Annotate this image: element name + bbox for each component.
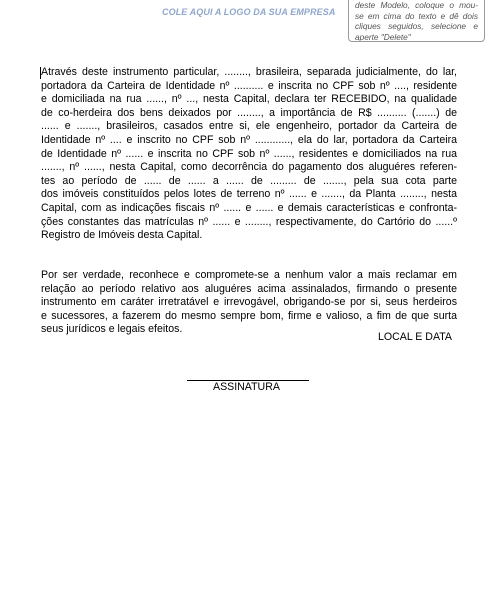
paragraph-line: ções constantes das matrículas nº ...... e ........, respectivamente, do Cartório do ......º xyxy=(41,215,457,228)
paragraph-line: seus jurídicos e legais efeitos. xyxy=(41,323,183,336)
local-and-date: LOCAL E DATA xyxy=(378,331,452,343)
paragraph-line: ...... e ......., brasileiros, casados entre si, ele engenheiro, portador da Carteira de xyxy=(41,120,457,133)
paragraph-line: Capital, com as indicações fiscais nº ...... e ...... e demais características e confronta- xyxy=(41,201,457,214)
note-line: cliques seguidos, selecione e xyxy=(355,21,478,32)
paragraph-line: Registro de Imóveis desta Capital. xyxy=(41,229,203,242)
paragraph-line: portadora da Carteira de Identidade nº .......... e inscrita no CPF sob nº ...., residente xyxy=(41,79,457,92)
paragraph-line: instrumento em caráter irretratável e irrevogável, obrigando-se por si, seus herdeiros xyxy=(41,296,457,309)
receipt-paragraph-1[interactable] xyxy=(41,66,457,243)
paragraph-line: Identidade nº .... e inscrito no CPF sob nº ............, ela do lar, portadora da Carteira xyxy=(41,133,457,146)
paragraph-line: e domiciliada na rua ......, nº ..., nesta Capital, declara ter RECEBIDO, na qualidade xyxy=(41,93,457,106)
paragraph-line: ......., nº ......, nesta Capital, como decorrência do pagamento dos aluguéres referen- xyxy=(41,161,457,174)
signature-label: ASSINATURA xyxy=(213,381,280,393)
paragraph-line: tes ao período de ...... de ...... a ...... de ......... de ......., pela sua cota parte xyxy=(41,174,457,187)
paragraph-line: e sucessores, a fazerem do mesmo sempre bom, firme e valioso, a fim de que surta xyxy=(41,309,457,322)
logo-placeholder: COLE AQUI A LOGO DA SUA EMPRESA xyxy=(162,7,336,17)
note-line: deste Modelo, coloque o mou- xyxy=(355,0,478,10)
note-line: aperte "Delete" xyxy=(355,31,411,42)
instruction-note-box xyxy=(348,0,485,42)
paragraph-line: Por ser verdade, reconhece e compromete-se a nenhum valor a mais reclamar em xyxy=(41,269,457,281)
paragraph-line: de Identidade nº ...... e inscrita no CPF sob nº ......, residentes e domiciliados na rua xyxy=(41,147,457,160)
paragraph-line: relação ao período relativo aos aluguéres acima assinalados, firmando o presente xyxy=(41,282,457,295)
receipt-paragraph-2[interactable] xyxy=(41,269,457,337)
paragraph-line: de co-herdeira dos bens deixados por ........, a importância de R$ .......... (.......) de xyxy=(41,106,457,119)
note-line: se em cima do texto e dê dois xyxy=(355,10,478,21)
paragraph-line: Através deste instrumento particular, ........, brasileira, separada judicialmente, do lar, xyxy=(41,66,457,78)
paragraph-line: dos imóveis constituídos pelos lotes de terreno nº ...... e ......., da Planta ........, nesta xyxy=(41,188,457,201)
